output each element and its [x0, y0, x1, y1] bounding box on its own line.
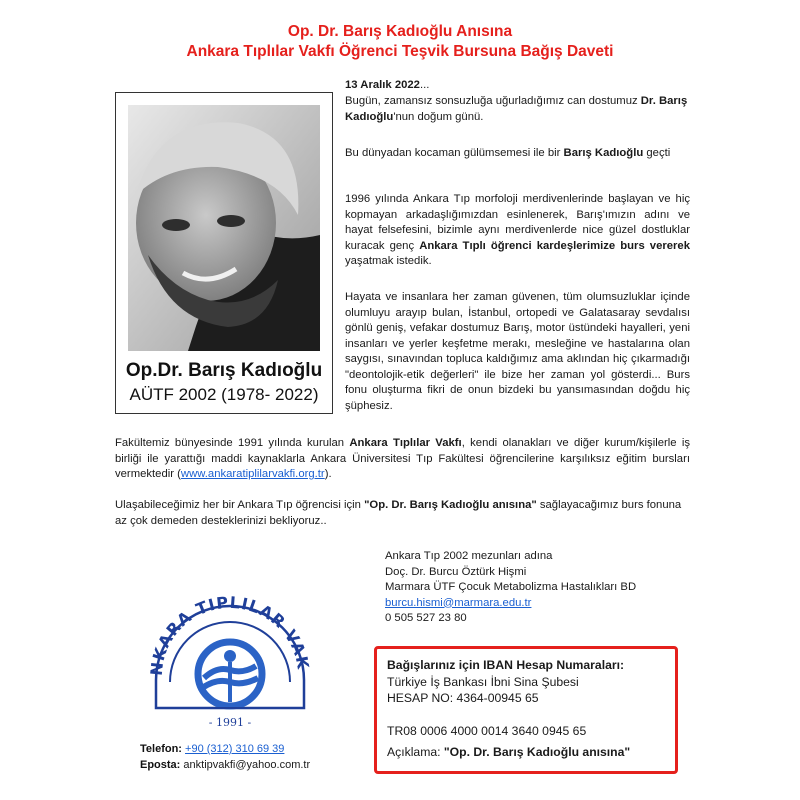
logo-year: - 1991 - [208, 716, 252, 729]
paragraph-smile: Bu dünyadan kocaman gülümsemesi ile bir Barış Kadıoğlu geçti [345, 147, 671, 159]
iban-info-box [374, 646, 678, 774]
paragraph-call-to-action: Ulaşabileceğimiz her bir Ankara Tıp öğrencisi için "Op. Dr. Barış Kadıoğlu anısına" sağlayacağımız burs fonuna az çok demeden desteklerinizi bekliyoruz.. [115, 499, 682, 527]
contact-email: anktipvakfi@yahoo.com.tr [183, 759, 311, 771]
foundation-contact [140, 741, 310, 773]
signature-email-link[interactable]: burcu.hismi@marmara.edu.tr [385, 596, 532, 609]
iban-description: Açıklama: "Op. Dr. Barış Kadıoğlu anısına" [387, 745, 631, 759]
iban-title: Bağışlarınız için IBAN Hesap Numaraları: [387, 658, 625, 672]
foundation-logo [142, 596, 318, 736]
paragraph-tribute: Hayata ve insanlara her zaman güvenen, tüm olumsuzluklar içinde olumluyu arayıp bulan, İstanbul, ortopedi ve Galatasaray sevdalısı gönlü geniş, vefakar dostumuz Barış, motor üstündeki hayalleri, yeni insanları ve yerler keşfetme merakı, mesleğine ve hastalarına olan saygısı, sınavından topluca kaldığımız ama aklından hiç çıkarmadığı "deontolojik-etik değerleri" ile bize her zaman yol gösterdi... Burs fonu oluşturma fikri de onun bizdeki bu yansımasından doğdu hiç şüphesiz. [345, 291, 690, 412]
phone-label: Telefon: [140, 743, 182, 755]
memorial-photo-card [115, 92, 333, 414]
paragraph-friendship: 1996 yılında Ankara Tıp morfoloji merdivenlerinde başlayan ve hiç kopmayan arkadaşlığımızdan esinlenerek, Barış'ımızın adını ve hayat felsefesini, bizimle aynı merdivenlerde nice güzel dostluklar kuracak genç Ankara Tıplı öğrenci kardeşlerimize burs vererek yaşatmak istedik. [345, 193, 690, 267]
paragraph-birthday: Bugün, zamansız sonsuzluğa uğurladığımız can dostumuz Dr. Barış Kadıoğlu'nun doğum günü. [345, 95, 688, 123]
phone-link[interactable]: +90 (312) 310 69 39 [185, 743, 285, 755]
photo-caption-years: AÜTF 2002 (1978- 2022) [129, 385, 319, 404]
letter-date: 13 Aralık 2022... [345, 79, 430, 91]
photo-caption-name: Op.Dr. Barış Kadıoğlu [125, 360, 323, 381]
paragraph-foundation: Fakültemiz bünyesinde 1991 yılında kurulan Ankara Tıplılar Vakfı, kendi olanakları ve diğer kurum/kişilerle iş birliği ile yarattığı maddi kaynaklarla Ankara Üniversitesi Tıp Fakültesi öğrencilerine karşılıksız eğitim bursları vermektedir (www.ankaratiplilarvakfi.org.tr). [115, 437, 691, 480]
signature-line1: Ankara Tıp 2002 mezunları adına [385, 550, 553, 562]
email-label: Eposta: [140, 759, 181, 771]
signature-block [385, 549, 636, 627]
portrait-photo [128, 105, 320, 351]
iban-bank: Türkiye İş Bankası İbni Sina Şubesi [387, 674, 579, 689]
header-title-line1: Op. Dr. Barış Kadıoğlu Anısına [287, 23, 513, 40]
iban-account: HESAP NO: 4364-00945 65 [387, 691, 539, 705]
logo-arc-text: NKARA TIPLILAR VAK [146, 596, 313, 677]
iban-number: TR08 0006 4000 0014 3640 0945 65 [387, 723, 587, 738]
signature-phone: 0 505 527 23 80 [385, 612, 467, 624]
signature-name: Doç. Dr. Burcu Öztürk Hişmi [385, 565, 527, 578]
foundation-website-link[interactable]: www.ankaratiplilarvakfi.org.tr [180, 468, 325, 480]
header-title-line2: Ankara Tıplılar Vakfı Öğrenci Teşvik Bursuna Bağış Daveti [186, 43, 614, 60]
signature-affiliation: Marmara ÜTF Çocuk Metabolizma Hastalıkları BD [385, 581, 637, 593]
